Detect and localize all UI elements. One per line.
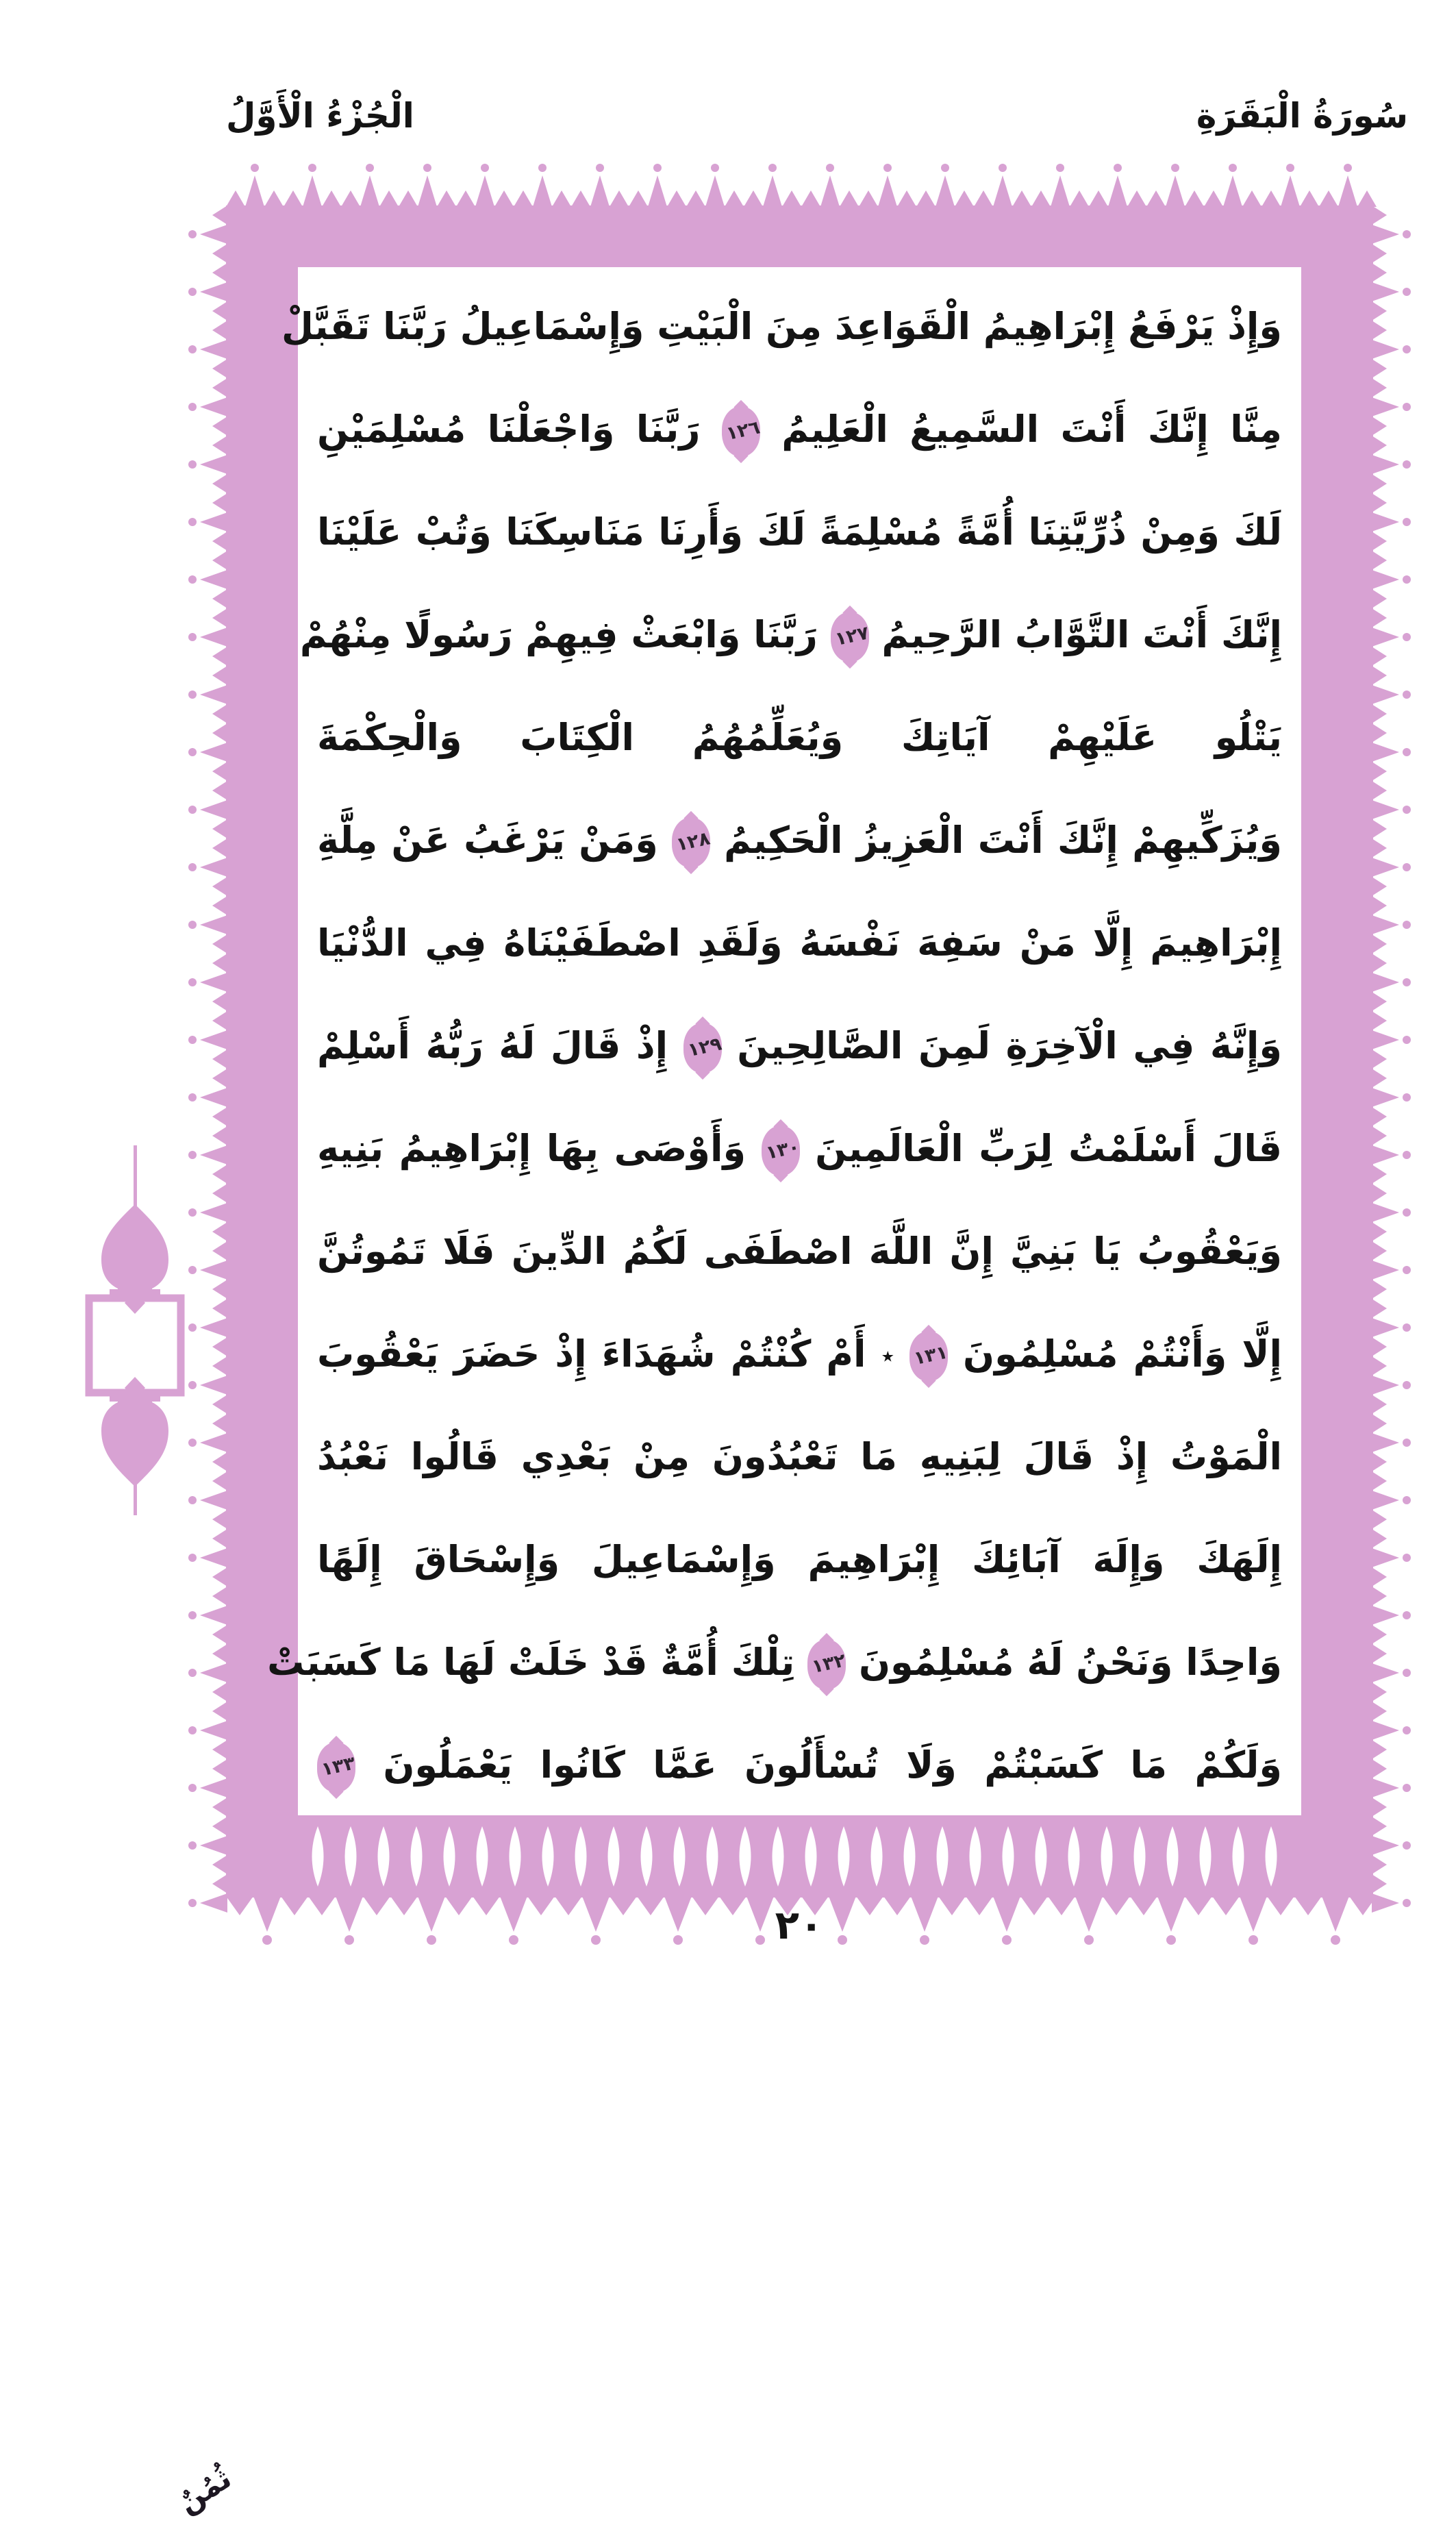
thumun-label: ثُمُنٌ — [172, 2461, 238, 2520]
verse-number: ١٢٦ — [724, 416, 762, 445]
decorative-frame — [192, 158, 1418, 2007]
verse-number-medallion — [722, 406, 760, 457]
quran-line: مِنَّا إِنَّكَ أَنْتَ السَّمِيعُ الْعَلِيمُ ١٢٦ رَبَّنَا وَاجْعَلْنَا مُسْلِمَيْنِ — [317, 378, 1282, 481]
verse-number: ١٣٣ — [319, 1752, 357, 1781]
quran-line: وَإِذْ يَرْفَعُ إِبْرَاهِيمُ الْقَوَاعِدَ مِنَ الْبَيْتِ وَإِسْمَاعِيلُ رَبَّنَا تَقَبَّلْ — [281, 305, 1282, 348]
quran-line: وَإِنَّهُ فِي الْآخِرَةِ لَمِنَ الصَّالِحِينَ ١٢٩ إِذْ قَالَ لَهُ رَبُّهُ أَسْلِمْ — [317, 995, 1282, 1097]
quran-line: إِلَّا وَأَنْتُمْ مُسْلِمُونَ ١٣١ ٭ أَمْ كُنْتُمْ شُهَدَاءَ إِذْ حَضَرَ يَعْقُوبَ — [317, 1303, 1282, 1406]
petal-row-icon — [298, 1821, 1301, 1889]
quran-line: وَاحِدًا وَنَحْنُ لَهُ مُسْلِمُونَ ١٣٢ تِلْكَ أُمَّةٌ قَدْ خَلَتْ لَهَا مَا كَسَبَتْ — [317, 1611, 1282, 1714]
quran-line: إِبْرَاهِيمَ إِلَّا مَنْ سَفِهَ نَفْسَهُ وَلَقَدِ اصْطَفَيْنَاهُ فِي الدُّنْيَا — [317, 921, 1282, 965]
quran-line: وَلَكُمْ مَا كَسَبْتُمْ وَلَا تُسْأَلُونَ عَمَّا كَانُوا يَعْمَلُونَ ١٣٣ — [317, 1714, 1282, 1817]
verse-number-medallion — [807, 1639, 846, 1690]
thumun-margin-ornament — [70, 1145, 238, 2520]
page-number: ٢٠ — [775, 1902, 824, 1948]
quran-line: قَالَ أَسْلَمْتُ لِرَبِّ الْعَالَمِينَ ١٣٠ وَأَوْصَى بِهَا إِبْرَاهِيمُ بَنِيهِ — [317, 1097, 1282, 1200]
verse-number-medallion — [683, 1023, 722, 1073]
juz-header: الْجُزْءُ الْأَوَّلُ — [226, 96, 414, 136]
verse-number: ١٢٩ — [686, 1033, 724, 1062]
verse-number: ١٣١ — [912, 1341, 950, 1370]
verse-number-medallion — [831, 612, 869, 662]
quran-text-block — [267, 267, 1301, 1815]
verse-number: ١٣٢ — [809, 1650, 848, 1678]
zigzag-border-right-icon — [1372, 206, 1416, 1898]
verse-number-medallion — [762, 1125, 800, 1176]
verse-number-medallion — [672, 817, 710, 868]
verse-number-medallion — [317, 1742, 355, 1793]
quran-line: وَيُزَكِّيهِمْ إِنَّكَ أَنْتَ الْعَزِيزُ الْحَكِيمُ ١٢٨ وَمَنْ يَرْغَبُ عَنْ مِلَّةِ — [317, 789, 1282, 892]
hizb-star-icon: ٭ — [881, 1342, 895, 1371]
quran-line: لَكَ وَمِنْ ذُرِّيَّتِنَا أُمَّةً مُسْلِمَةً لَكَ وَأَرِنَا مَنَاسِكَنَا وَتُبْ عَلَيْنَا — [317, 510, 1282, 553]
zigzag-border-top-icon — [226, 163, 1373, 207]
verse-number: ١٢٧ — [833, 622, 871, 651]
verse-number: ١٢٨ — [674, 828, 712, 856]
zigzag-border-left-icon — [184, 206, 227, 1898]
verse-number-medallion — [909, 1331, 948, 1382]
quran-line: إِنَّكَ أَنْتَ التَّوَّابُ الرَّحِيمُ ١٢٧ رَبَّنَا وَابْعَثْ فِيهِمْ رَسُولًا مِنْهُمْ — [317, 584, 1282, 686]
quran-line: الْمَوْتُ إِذْ قَالَ لِبَنِيهِ مَا تَعْبُدُونَ مِنْ بَعْدِي قَالُوا نَعْبُدُ — [317, 1435, 1282, 1478]
quran-line: إِلَهَكَ وَإِلَهَ آبَائِكَ إِبْرَاهِيمَ وَإِسْمَاعِيلَ وَإِسْحَاقَ إِلَهًا — [317, 1538, 1282, 1581]
verse-number: ١٣٠ — [764, 1136, 802, 1165]
lantern-ornament-icon — [70, 1145, 200, 1515]
surah-header: سُورَةُ الْبَقَرَةِ — [1196, 96, 1408, 136]
quran-line: يَتْلُو عَلَيْهِمْ آيَاتِكَ وَيُعَلِّمُهُمُ الْكِتَابَ وَالْحِكْمَةَ — [317, 716, 1282, 759]
quran-line: وَيَعْقُوبُ يَا بَنِيَّ إِنَّ اللَّهَ اصْطَفَى لَكُمُ الدِّينَ فَلَا تَمُوتُنَّ — [317, 1230, 1282, 1273]
